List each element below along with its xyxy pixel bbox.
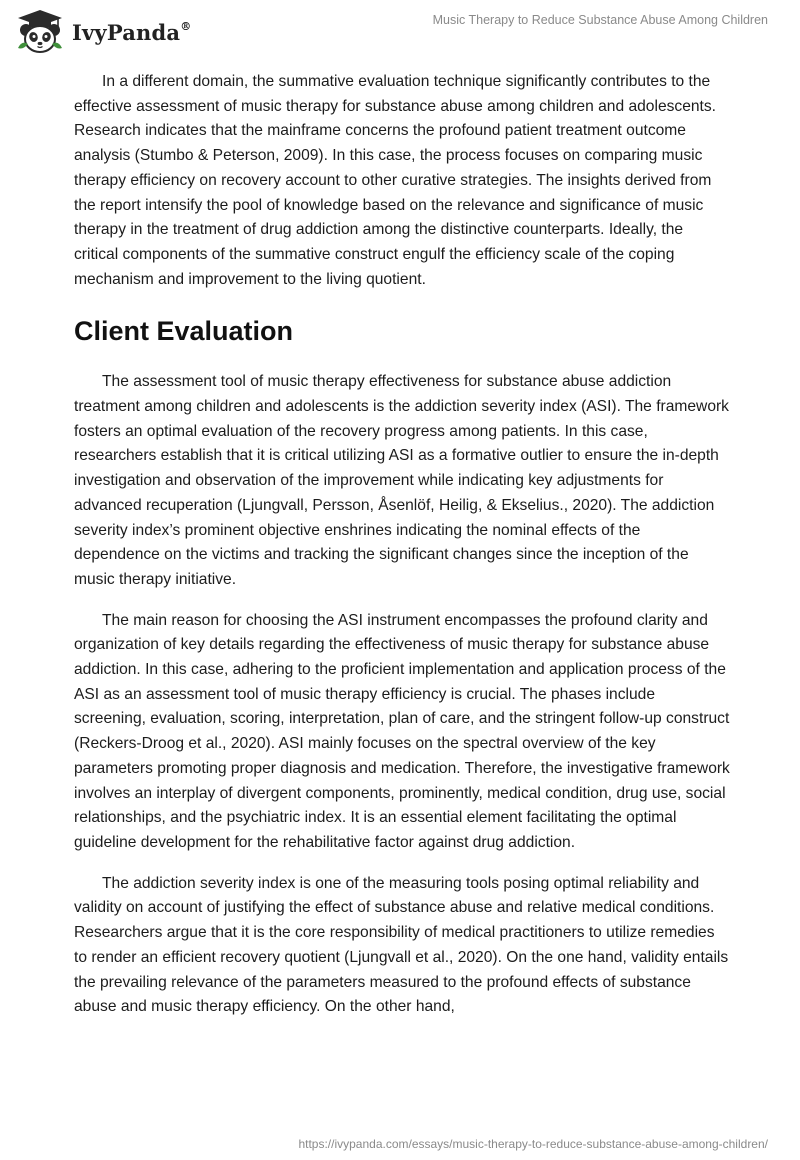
logo-registered-mark: ® [180, 19, 192, 33]
running-title: Music Therapy to Reduce Substance Abuse Among Children [432, 13, 768, 27]
section-heading-client-evaluation: Client Evaluation [74, 316, 294, 347]
source-url-link[interactable]: https://ivypanda.com/essays/music-therapy-to-reduce-substance-abuse-among-children/ [298, 1137, 768, 1151]
logo-text: IvyPanda [72, 19, 181, 45]
paragraph-asi-reliability: The addiction severity index is one of the measuring tools posing optimal reliability and validity on account of justifying the effect of substance abuse and relative medical conditions. Researchers argue that it is the core responsibility of medical practitioners to utilize remedies to render an efficient recovery quotient (Ljungvall et al., 2020). On the one hand, validity entails the prevailing relevance of the parameters measured to the profound effects of substance abuse and music therapy efficiency. On the other hand, [74, 874, 729, 1016]
paragraph-asi-reasons: The main reason for choosing the ASI instrument encompasses the profound clarity and organization of key details regarding the effectiveness of music therapy for substance abuse addiction. In this case, adhering to the proficient implementation and application process of the ASI as an assessment tool of music therapy efficiency is crucial. The phases include screening, evaluation, scoring, interpretation, plan of care, and the stringent follow-up construct (Reckers-Droog et al., 2020). ASI mainly focuses on the spectral overview of the key parameters promoting proper diagnosis and medication. Therefore, the investigative framework involves an interplay of divergent components, prominently, medical condition, drug use, social relationships, and the psychiatric index. It is an essential element facilitating the optimal guideline development for the rehabilitative factor against drug addiction. [74, 611, 730, 851]
paragraph-summative-evaluation: In a different domain, the summative evaluation technique significantly contributes to the effective assessment of music therapy for substance abuse among children and adolescents. Research indicates that the mainframe concerns the profound patient treatment outcome analysis (Stumbo & Peterson, 2009). In this case, the process focuses on comparing music therapy efficiency on recovery account to other curative strategies. The insights derived from the report intensify the pool of knowledge based on the relevance and significance of music therapy in the treatment of drug addiction among the distinctive counterparts. Ideally, the critical components of the summative construct engulf the efficiency scale of the coping mechanism and improvement to the living quotient. [74, 73, 717, 288]
page-header [0, 0, 800, 60]
essay-content [74, 70, 730, 1036]
panda-graduate-icon [14, 8, 66, 54]
ivypanda-logo[interactable] [14, 8, 191, 54]
paragraph-asi-tool: The assessment tool of music therapy effectiveness for substance abuse addiction treatment among children and adolescents is the addiction severity index (ASI). The framework fosters an optimal evaluation of the recovery progress among patients. In this case, researchers establish that it is critical utilizing ASI as a formative outlier to ensure the in-depth investigation and observation of the improvement while indicating key adjustments for advanced recuperation (Ljungvall, Persson, Åsenlöf, Heilig, & Ekselius., 2020). The addiction severity index’s prominent objective enshrines indicating the nominal effects of the dependence on the victims and tracking the significant changes since the inception of the music therapy initiative. [74, 373, 729, 588]
logo-wordmark [72, 20, 191, 45]
